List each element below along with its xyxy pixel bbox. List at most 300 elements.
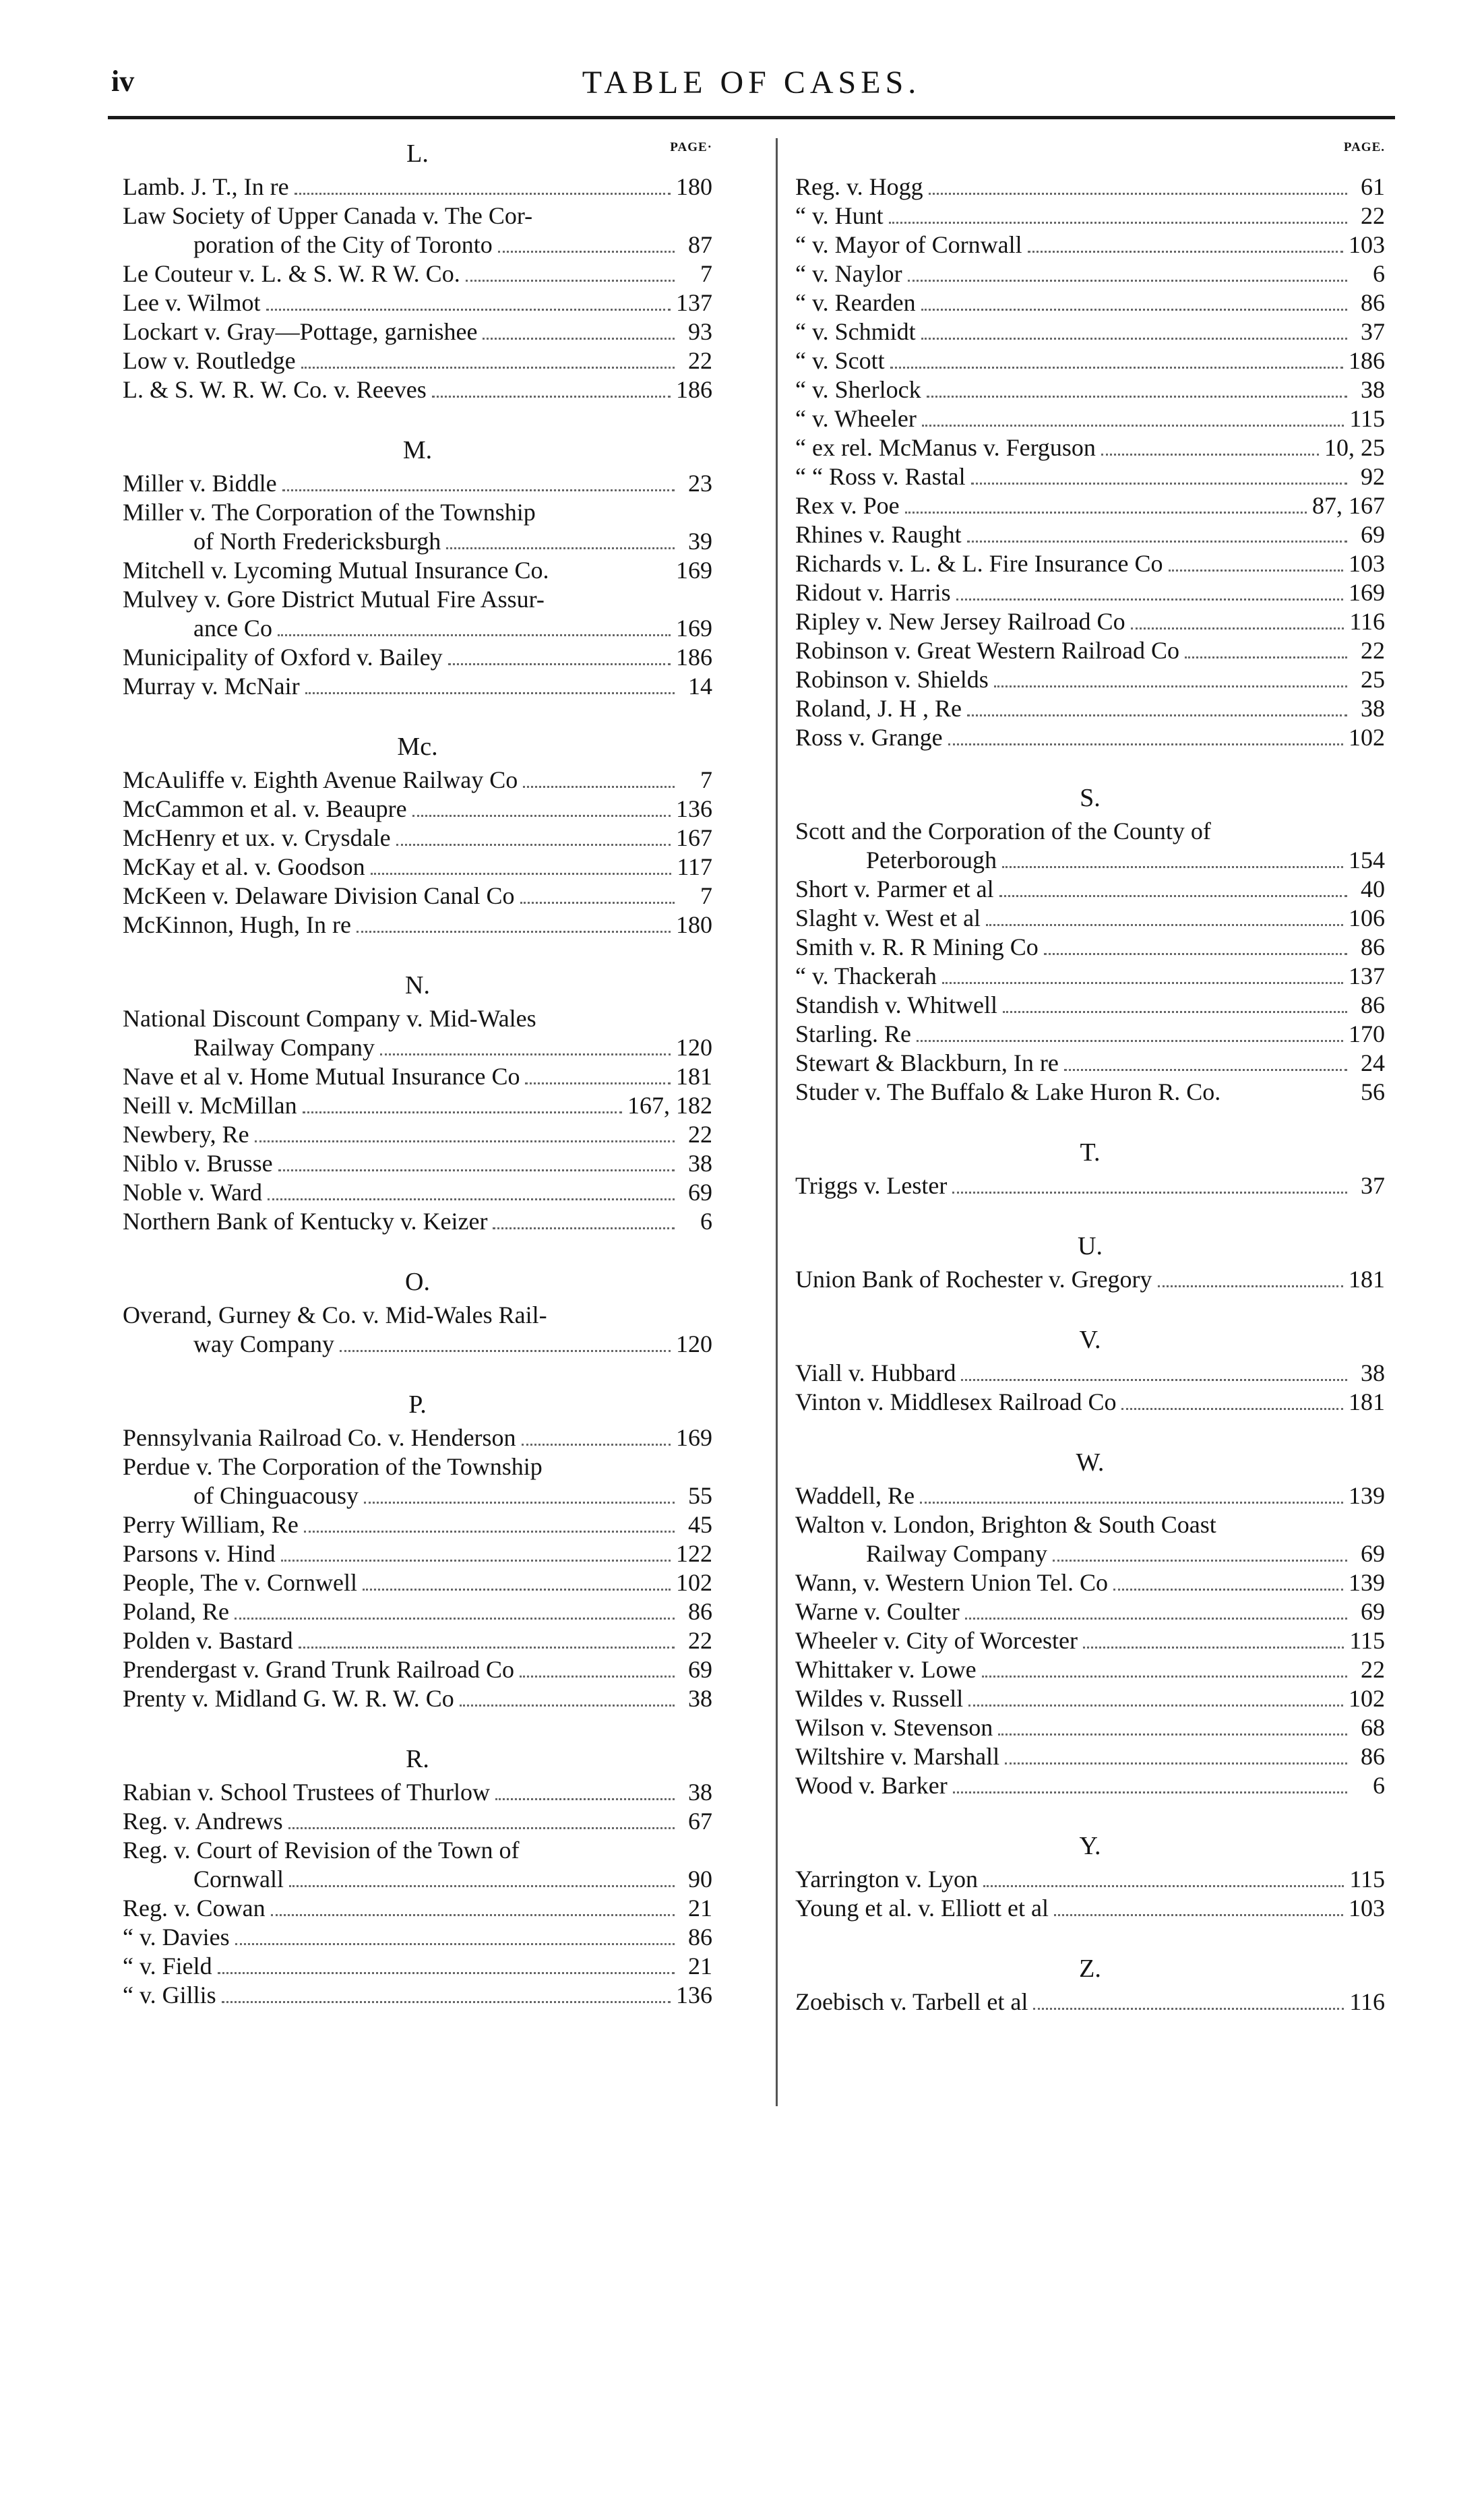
case-name: Vinton v. Middlesex Railroad Co	[795, 1388, 1117, 1415]
case-entry	[795, 288, 1385, 317]
case-name: Lockart v. Gray—Pottage, garnishee	[123, 318, 478, 345]
case-entry	[795, 694, 1385, 723]
case-name: Overand, Gurney & Co. v. Mid-Wales Rail-	[123, 1301, 547, 1328]
page-column-label: PAGE·	[670, 140, 712, 154]
case-page-number: 6	[1373, 1772, 1385, 1799]
case-page-number: 86	[688, 1924, 712, 1951]
case-line	[123, 614, 712, 643]
case-entry	[123, 643, 712, 672]
dot-leader	[255, 1140, 675, 1142]
case-page-number: 167	[676, 824, 712, 851]
dot-leader	[412, 815, 671, 817]
case-page-number: 38	[688, 1685, 712, 1712]
section-gap	[123, 1713, 712, 1740]
case-line	[795, 933, 1385, 962]
case-name: Young et al. v. Elliott et al	[795, 1895, 1049, 1922]
case-entry	[795, 433, 1385, 462]
case-line-continued	[123, 1836, 712, 1865]
dot-leader	[998, 1733, 1347, 1736]
case-line-continued	[123, 498, 712, 527]
section-gap	[795, 1923, 1385, 1950]
case-page-number: 181	[1349, 1266, 1385, 1293]
case-line	[795, 1684, 1385, 1713]
letter-section	[123, 404, 712, 701]
case-entry	[123, 1301, 712, 1359]
case-name: Union Bank of Rochester v. Gregory	[795, 1266, 1152, 1293]
case-page-number: 38	[688, 1779, 712, 1806]
case-page-number: 37	[1361, 1172, 1385, 1199]
case-name: Pennsylvania Railroad Co. v. Henderson	[123, 1424, 516, 1451]
dot-leader	[448, 663, 671, 665]
case-entry	[123, 375, 712, 404]
letter-section	[795, 752, 1385, 1107]
case-page-number: 180	[676, 911, 712, 938]
case-entry	[123, 1423, 712, 1452]
case-name: L. & S. W. R. W. Co. v. Reeves	[123, 376, 427, 403]
case-name: “ “ Ross v. Rastal	[795, 463, 966, 490]
case-name: Viall v. Hubbard	[795, 1359, 956, 1386]
case-entry	[123, 1091, 712, 1120]
case-name: Starling. Re	[795, 1020, 911, 1047]
section-gap	[795, 752, 1385, 779]
case-line	[123, 1120, 712, 1149]
case-name: National Discount Company v. Mid-Wales	[123, 1005, 536, 1032]
dot-leader	[1185, 656, 1347, 658]
dot-leader	[1044, 953, 1347, 955]
case-name: “ v. Mayor of Cornwall	[795, 231, 1022, 258]
case-line	[123, 1981, 712, 2010]
case-name: Perdue v. The Corporation of the Township	[123, 1453, 543, 1480]
case-name: “ v. Schmidt	[795, 318, 916, 345]
section-letter: M.	[402, 436, 433, 464]
case-entry	[123, 585, 712, 643]
case-name: Mulvey v. Gore District Mutual Fire Assur-	[123, 586, 545, 613]
case-page-number: 86	[1361, 1743, 1385, 1770]
section-gap	[123, 1359, 712, 1386]
case-line	[795, 433, 1385, 462]
case-name: McKay et al. v. Goodson	[123, 853, 365, 880]
dot-leader	[278, 634, 671, 636]
case-entry	[795, 665, 1385, 694]
section-letter: R.	[406, 1745, 429, 1773]
case-page-number: 39	[688, 528, 712, 555]
section-heading	[795, 1321, 1385, 1359]
case-name: way Company	[193, 1330, 334, 1357]
dot-leader	[271, 1914, 675, 1916]
dot-leader	[363, 1589, 671, 1591]
dot-leader	[999, 895, 1347, 897]
case-page-number: 22	[688, 347, 712, 374]
case-line	[795, 202, 1385, 231]
dot-leader	[520, 1676, 675, 1678]
case-page-number: 102	[1349, 1685, 1385, 1712]
section-letter: O.	[405, 1268, 430, 1296]
case-line	[795, 491, 1385, 520]
case-line	[795, 259, 1385, 288]
case-page-number: 169	[676, 557, 712, 584]
section-heading	[795, 1950, 1385, 1988]
case-line	[123, 1894, 712, 1923]
dot-leader	[522, 1444, 671, 1446]
case-name: Murray v. McNair	[123, 673, 300, 700]
case-page-number: 7	[700, 882, 712, 909]
column-divider	[776, 138, 778, 2106]
case-page-number: 22	[1361, 202, 1385, 229]
dot-leader	[483, 338, 675, 340]
dot-leader	[466, 280, 675, 282]
case-entry	[123, 202, 712, 259]
case-page-number: 106	[1349, 904, 1385, 931]
case-line	[123, 911, 712, 940]
case-line	[795, 1865, 1385, 1894]
dot-leader	[967, 541, 1347, 543]
case-line	[795, 1568, 1385, 1597]
dot-leader	[303, 1111, 622, 1113]
case-line	[795, 723, 1385, 752]
letter-section	[795, 1294, 1385, 1417]
letter-section	[795, 1923, 1385, 2017]
case-page-number: 186	[1349, 347, 1385, 374]
case-line	[123, 173, 712, 202]
case-name: McCammon et al. v. Beaupre	[123, 795, 407, 822]
dot-leader	[357, 931, 671, 933]
case-page-number: 69	[1361, 1540, 1385, 1567]
case-entry	[123, 1149, 712, 1178]
case-line	[123, 1684, 712, 1713]
case-line-continued	[123, 202, 712, 231]
case-page-number: 136	[676, 795, 712, 822]
case-page-number: 21	[688, 1895, 712, 1922]
case-name: “ v. Field	[123, 1953, 212, 1979]
case-page-number: 69	[1361, 521, 1385, 548]
case-page-number: 136	[676, 1982, 712, 2008]
case-name: McKeen v. Delaware Division Canal Co	[123, 882, 515, 909]
case-page-number: 186	[676, 376, 712, 403]
case-line	[123, 1510, 712, 1539]
case-name: Reg. v. Andrews	[123, 1808, 283, 1835]
case-entry	[795, 317, 1385, 346]
case-name: Waddell, Re	[795, 1482, 915, 1509]
case-name: “ v. Naylor	[795, 260, 902, 287]
case-line	[123, 527, 712, 556]
case-line	[795, 1359, 1385, 1388]
case-entry	[123, 1004, 712, 1062]
dot-leader	[921, 309, 1347, 311]
case-entry	[123, 1952, 712, 1981]
case-entry	[795, 933, 1385, 962]
case-name: Warne v. Coulter	[795, 1598, 960, 1625]
section-gap	[123, 940, 712, 966]
dot-leader	[525, 1082, 671, 1084]
case-page-number: 69	[688, 1656, 712, 1683]
case-entry	[123, 1626, 712, 1655]
page-column-label: PAGE.	[1343, 140, 1385, 154]
case-entry	[123, 1207, 712, 1236]
case-page-number: 102	[676, 1569, 712, 1596]
dot-leader	[905, 512, 1307, 514]
dot-leader	[1131, 627, 1344, 630]
dot-leader	[948, 743, 1343, 745]
dot-leader	[495, 1798, 675, 1800]
case-name: “ v. Thackerah	[795, 962, 937, 989]
case-name: “ v. Davies	[123, 1924, 230, 1951]
case-entry	[795, 173, 1385, 202]
dot-leader	[994, 685, 1347, 687]
case-entry	[795, 1171, 1385, 1200]
dot-leader	[986, 924, 1343, 926]
dot-leader	[299, 1647, 675, 1649]
case-name: “ ex rel. McManus v. Ferguson	[795, 434, 1096, 461]
case-entry	[123, 766, 712, 795]
dot-leader	[288, 1827, 675, 1829]
dot-leader	[1101, 454, 1319, 456]
case-entry	[795, 259, 1385, 288]
case-line	[795, 1388, 1385, 1417]
dot-leader	[266, 309, 671, 311]
case-line	[795, 549, 1385, 578]
case-entry	[123, 1684, 712, 1713]
section-gap	[795, 1800, 1385, 1827]
section-letter: T.	[1080, 1138, 1101, 1167]
case-entry	[123, 1120, 712, 1149]
case-entry	[795, 636, 1385, 665]
case-line	[795, 694, 1385, 723]
case-entry	[795, 904, 1385, 933]
section-letter: Mc.	[397, 733, 438, 761]
case-line	[795, 1655, 1385, 1684]
dot-leader	[952, 1192, 1347, 1194]
case-line	[795, 1988, 1385, 2017]
letter-section	[123, 701, 712, 940]
case-entry	[123, 795, 712, 824]
case-entry	[795, 1388, 1385, 1417]
case-entry	[123, 259, 712, 288]
case-page-number: 14	[688, 673, 712, 700]
case-page-number: 92	[1361, 463, 1385, 490]
case-entry	[795, 1894, 1385, 1923]
case-entry	[795, 1742, 1385, 1771]
case-name: Reg. v. Hogg	[795, 173, 923, 200]
dot-leader	[929, 193, 1347, 195]
case-line	[123, 1149, 712, 1178]
case-page-number: 86	[1361, 991, 1385, 1018]
case-page-number: 90	[688, 1866, 712, 1893]
case-entry	[123, 1655, 712, 1684]
case-line	[123, 853, 712, 882]
section-gap	[795, 1200, 1385, 1227]
dot-leader	[498, 251, 675, 253]
case-page-number: 37	[1361, 318, 1385, 345]
case-line	[123, 1923, 712, 1952]
case-name: Rhines v. Raught	[795, 521, 962, 548]
case-name: Northern Bank of Kentucky v. Keizer	[123, 1208, 488, 1235]
left-column	[123, 135, 712, 2010]
case-entry	[795, 1265, 1385, 1294]
case-line	[123, 1178, 712, 1207]
case-line	[795, 578, 1385, 607]
dot-leader	[340, 1350, 671, 1352]
case-name: “ v. Wheeler	[795, 405, 917, 432]
case-page-number: 25	[1361, 666, 1385, 693]
dot-leader	[1113, 1589, 1343, 1591]
letter-section	[123, 940, 712, 1236]
case-line	[123, 1778, 712, 1807]
case-name: Scott and the Corporation of the County of	[795, 818, 1211, 845]
case-page-number: 120	[676, 1034, 712, 1061]
case-page-number: 86	[1361, 933, 1385, 960]
case-entry	[123, 1836, 712, 1894]
case-name: Wildes v. Russell	[795, 1685, 964, 1712]
case-name: ance Co	[193, 615, 272, 642]
case-entry	[123, 1452, 712, 1510]
case-page-number: 22	[1361, 1656, 1385, 1683]
dot-leader	[961, 1379, 1347, 1381]
dot-leader	[282, 489, 675, 491]
case-page-number: 169	[676, 1424, 712, 1451]
case-name: Wood v. Barker	[795, 1772, 948, 1799]
dot-leader	[920, 1502, 1343, 1504]
section-heading	[795, 135, 1385, 173]
case-line	[795, 846, 1385, 875]
case-name: Standish v. Whitwell	[795, 991, 997, 1018]
case-entry	[795, 607, 1385, 636]
letter-section	[123, 135, 712, 404]
case-line	[795, 636, 1385, 665]
case-name: Wiltshire v. Marshall	[795, 1743, 1000, 1770]
dot-leader	[520, 902, 675, 904]
case-entry	[795, 817, 1385, 875]
dot-leader	[1169, 570, 1343, 572]
case-page-number: 117	[677, 853, 712, 880]
dot-leader	[1054, 1914, 1343, 1916]
case-name: Reg. v. Cowan	[123, 1895, 266, 1922]
case-name: “ v. Scott	[795, 347, 885, 374]
case-name: Wheeler v. City of Worcester	[795, 1627, 1078, 1654]
case-line	[795, 375, 1385, 404]
case-name: Robinson v. Shields	[795, 666, 989, 693]
case-line	[123, 1539, 712, 1568]
case-line	[795, 1020, 1385, 1049]
case-entry	[123, 1597, 712, 1626]
case-page-number: 7	[700, 766, 712, 793]
case-page-number: 87	[688, 231, 712, 258]
dot-leader	[1064, 1069, 1347, 1071]
dot-leader	[1003, 1011, 1347, 1013]
case-name: Ross v. Grange	[795, 724, 943, 751]
case-entry	[123, 317, 712, 346]
section-letter: N.	[405, 971, 430, 1000]
case-name: of Chinguacousy	[193, 1482, 359, 1509]
case-line	[795, 346, 1385, 375]
case-name: Stewart & Blackburn, In re	[795, 1049, 1059, 1076]
case-line	[795, 875, 1385, 904]
case-entry	[795, 962, 1385, 991]
case-name: Smith v. R. R Mining Co	[795, 933, 1039, 960]
case-entry	[123, 882, 712, 911]
dot-leader	[446, 547, 675, 549]
dot-leader	[235, 1943, 675, 1945]
case-name: “ v. Sherlock	[795, 376, 921, 403]
case-name: Slaght v. West et al	[795, 904, 981, 931]
case-page-number: 55	[688, 1482, 712, 1509]
section-heading	[795, 1134, 1385, 1171]
case-name: Whittaker v. Lowe	[795, 1656, 977, 1683]
dot-leader	[268, 1198, 675, 1200]
case-entry	[123, 911, 712, 940]
case-line	[795, 1771, 1385, 1800]
case-page-number: 154	[1349, 847, 1385, 873]
case-page-number: 116	[1349, 1988, 1385, 2015]
case-entry	[123, 1510, 712, 1539]
case-name: People, The v. Cornwell	[123, 1569, 357, 1596]
case-entry	[795, 1771, 1385, 1800]
dot-leader	[364, 1502, 675, 1504]
dot-leader	[523, 786, 675, 788]
case-line	[123, 1655, 712, 1684]
case-name: Wann, v. Western Union Tel. Co	[795, 1569, 1108, 1596]
case-page-number: 86	[1361, 289, 1385, 316]
dot-leader	[1033, 2008, 1344, 2010]
case-line	[795, 962, 1385, 991]
section-letter: U.	[1078, 1232, 1103, 1260]
dot-leader	[922, 425, 1344, 427]
case-page-number: 120	[676, 1330, 712, 1357]
case-name: Ridout v. Harris	[795, 579, 951, 606]
case-line	[123, 346, 712, 375]
case-line	[795, 1049, 1385, 1078]
case-entry	[795, 1049, 1385, 1078]
case-name: “ v. Gillis	[123, 1982, 216, 2008]
case-page-number: 181	[1349, 1388, 1385, 1415]
case-line	[795, 1539, 1385, 1568]
case-line	[795, 520, 1385, 549]
case-name: Railway Company	[866, 1540, 1047, 1567]
case-entry	[795, 1481, 1385, 1510]
case-name: McKinnon, Hugh, In re	[123, 911, 351, 938]
case-name: Perry William, Re	[123, 1511, 299, 1538]
case-page-number: 139	[1349, 1569, 1385, 1596]
case-entry	[795, 1684, 1385, 1713]
letter-section	[795, 135, 1385, 752]
letter-section	[123, 1359, 712, 1713]
case-page-number: 38	[1361, 695, 1385, 722]
case-page-number: 86	[688, 1598, 712, 1625]
case-name: poration of the City of Toronto	[193, 231, 493, 258]
case-entry	[123, 672, 712, 701]
dot-leader	[281, 1560, 671, 1562]
case-name: Poland, Re	[123, 1598, 229, 1625]
dot-leader	[889, 222, 1347, 224]
dot-leader	[301, 367, 675, 369]
case-entry	[795, 404, 1385, 433]
case-page-number: 38	[688, 1150, 712, 1177]
case-line	[123, 643, 712, 672]
case-entry	[123, 346, 712, 375]
case-page-number: 169	[1349, 579, 1385, 606]
case-line	[123, 672, 712, 701]
dot-leader	[289, 1885, 675, 1887]
case-entry	[123, 824, 712, 853]
section-heading	[123, 1386, 712, 1423]
case-name: Newbery, Re	[123, 1121, 249, 1148]
case-line	[795, 1597, 1385, 1626]
case-entry	[795, 549, 1385, 578]
case-line-continued	[123, 1004, 712, 1033]
dot-leader	[396, 844, 671, 846]
case-entry	[123, 498, 712, 556]
case-line	[123, 1597, 712, 1626]
case-line	[795, 904, 1385, 933]
